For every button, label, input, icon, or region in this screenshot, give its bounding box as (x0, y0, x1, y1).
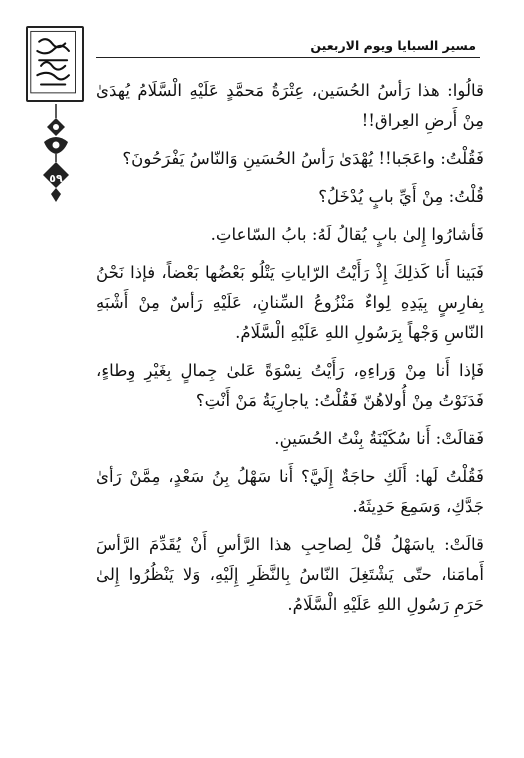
page-number: ٥٩ (49, 172, 63, 185)
calligraphy-logo-icon (28, 28, 82, 100)
paragraph: فَقالَتْ: أَنا سُكَيْنَةُ بِنْتُ الحُسَينِ. (274, 429, 484, 448)
paragraph: قالُوا: هذا رَأسُ الحُسَين، عِتْرَةُ مَحمَّدٍ عَلَيْهِ الْسَّلَامُ يُهدَىٰ مِنْ أَرضِ العِراق!! (96, 81, 484, 130)
paragraph: فَبَينا أَنا كَذلِكَ إِذْ رَأَيْتُ الرّاياتِ يَتْلُو بَعْضُها بَعْضاً، فإذا نَحْنُ بِفارِسٍ بِيَدِهِ لِواءٌ مَنْزُوعُ السِّنانِ، عَلَيْهِ رَأسٌ مِنْ أَشْبَهِ النّاسِ وَجْهاً بِرَسُولِ اللهِ عَلَيْهِ الْسَّلَامُ. (96, 263, 484, 342)
paragraph: قُلْتُ: مِنْ أَيِّ بابٍ يُدْخَلُ؟ (318, 187, 484, 206)
paragraph: فَإذا أَنا مِنْ وَراءِهِ، رَأَيْتُ نِسْوَةً عَلىٰ جِمالٍ بِغَيْرِ وِطاءٍ، فَدَنَوْتُ مِنْ أُولاهُنّ فَقُلْتُ: ياجارِيَةُ مَنْ أَنْتِ؟ (96, 361, 484, 410)
ornament-pendant-icon (36, 104, 76, 204)
paragraph: فَأشارُوا إِلىٰ بابٍ يُقالُ لَهُ: بابُ السّاعاتِ. (210, 225, 484, 244)
book-logo (26, 26, 84, 102)
paragraph: فَقُلْتُ لَها: أَلَكِ حاجَةٌ إِلَيَّ؟ أَنا سَهْلُ بِنُ سَعْدٍ، مِمَّنْ رَأىٰ جَدَّكِ، وَسَمِعَ حَدِيثَهُ. (96, 467, 484, 516)
body-text (96, 76, 484, 628)
ornament (36, 104, 76, 204)
paragraph: فَقُلْتُ: واعَجَبا!! يُهْدَىٰ رَأسُ الحُسَينِ وَالنّاسُ يَفْرَحُونَ؟ (122, 149, 484, 168)
header-divider (96, 57, 480, 58)
paragraph: قالَتْ: ياسَهْلُ قُلْ لِصاحِبِ هذا الرَّأسِ أَنْ يُقَدِّمَ الرَّأسَ أَمامَنا، حتّى يَشْتَغِلَ النّاسُ بِالنَّظَرِ إِلَيْهِ، وَلا يَنْظُرُوا إِلىٰ حَرَمِ رَسُولِ اللهِ عَلَيْهِ الْسَّلَامُ. (96, 535, 484, 614)
running-header: مسير السبايا ويوم الاربعين (310, 38, 476, 53)
